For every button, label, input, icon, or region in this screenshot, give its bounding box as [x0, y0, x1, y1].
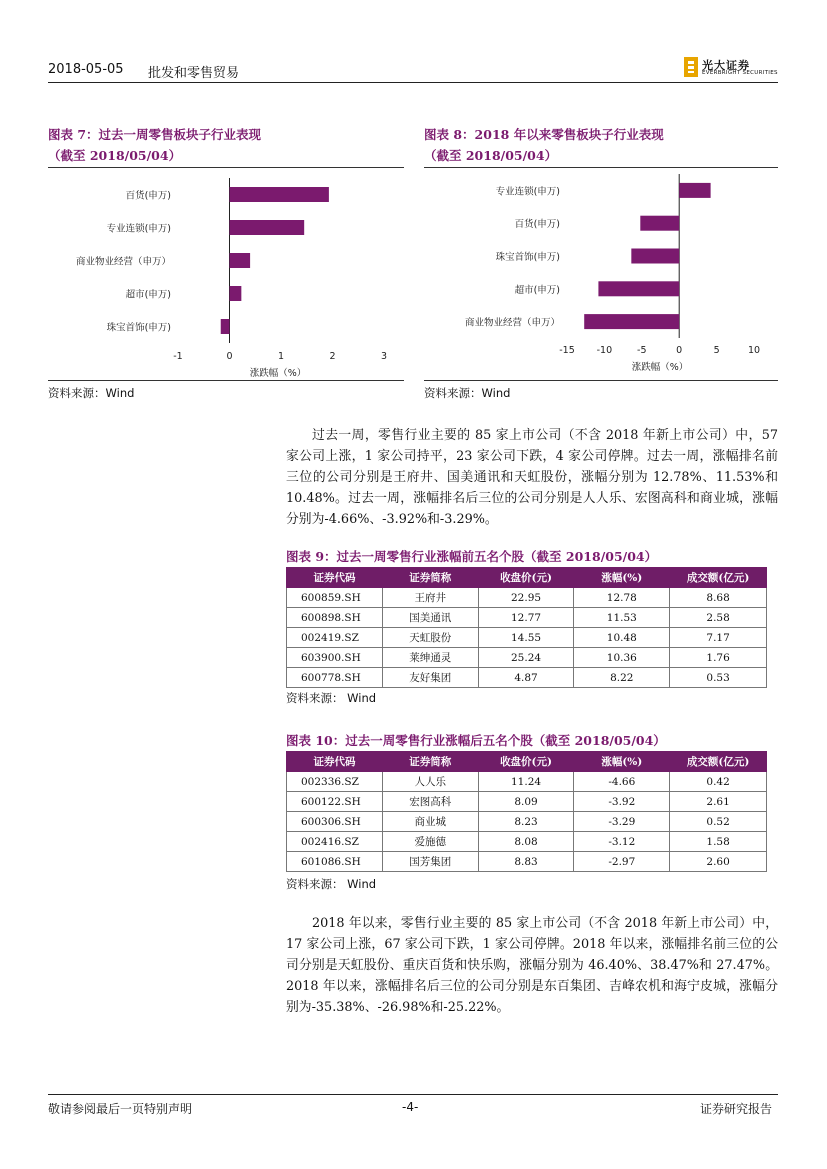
figure-7-title-line1: 图表 7：过去一周零售板块子行业表现	[48, 127, 262, 142]
table-row	[287, 648, 767, 668]
industry-title: 批发和零售贸易	[148, 66, 240, 81]
figure-8-title-line2: （截至 2018/05/04）	[424, 148, 558, 163]
table-cell: 600898.SH	[287, 608, 383, 628]
table-cell: 0.42	[670, 772, 767, 792]
table-cell: 600122.SH	[287, 792, 383, 812]
figure-7-title-line2: （截至 2018/05/04）	[48, 148, 182, 163]
x-tick-label: -1	[173, 351, 183, 362]
paragraph-text: 2018 年以来，零售行业主要的 85 家上市公司（不含 2018 年新上市公司）中，17 家公司上涨，67 家公司下跌，1 家公司停牌。2018 年以来，涨幅排名前三位的公司分别是天虹股份、重庆百货和快乐购，涨幅分别为 46.40%、38.47%和 27.47%。2018 年以来，涨幅排名后三位的公司分别是东百集团、吉峰农机和海宁皮城，涨幅分别为-35.38%、-26.98%和-25.22%。	[286, 916, 778, 1015]
table-cell: 8.23	[478, 812, 574, 832]
logo-text-cn: 光大证券	[702, 59, 750, 72]
table-cell: -4.66	[574, 772, 670, 792]
table-row	[287, 668, 767, 688]
figure-8-source: 资料来源：Wind	[424, 386, 511, 400]
table-cell: 国美通讯	[382, 608, 478, 628]
table-10-source: 资料来源： Wind	[286, 877, 377, 891]
bar	[679, 183, 710, 198]
table-cell: 11.53	[574, 608, 670, 628]
category-label: 超市(申万)	[125, 289, 171, 301]
x-tick-label: 5	[713, 345, 720, 356]
column-header: 证券简称	[382, 568, 478, 588]
table-cell: 1.76	[670, 648, 767, 668]
table-cell: 600859.SH	[287, 588, 383, 608]
table-cell: 天虹股份	[382, 628, 478, 648]
table-cell: 0.53	[670, 668, 767, 688]
x-tick-label: 1	[277, 351, 285, 362]
column-header: 证券代码	[287, 752, 383, 772]
table-cell: 8.08	[478, 832, 574, 852]
table-row	[287, 832, 767, 852]
footer-divider	[48, 1094, 778, 1095]
table-cell: 600778.SH	[287, 668, 383, 688]
column-header: 涨幅(%)	[574, 752, 670, 772]
table-cell: 601086.SH	[287, 852, 383, 872]
table-cell: 10.36	[574, 648, 670, 668]
table-cell: 8.68	[670, 588, 767, 608]
category-label: 超市(申万)	[514, 284, 560, 296]
bar	[584, 314, 679, 329]
table-cell: 爱施德	[382, 832, 478, 852]
table-cell: 2.60	[670, 852, 767, 872]
category-label: 珠宝首饰(申万)	[495, 252, 560, 263]
figure-8-bottom-rule	[424, 380, 778, 381]
weekly-summary-paragraph	[286, 425, 778, 530]
category-label: 专业连锁(申万)	[495, 186, 560, 198]
table-row	[287, 628, 767, 648]
column-header: 成交额(亿元)	[670, 568, 767, 588]
column-header: 收盘价(元)	[478, 752, 574, 772]
table-cell: 0.52	[670, 812, 767, 832]
table-cell: 002336.SZ	[287, 772, 383, 792]
x-tick-label: 0	[676, 345, 683, 356]
table-cell: 22.95	[478, 588, 574, 608]
everbright-logo-icon	[684, 57, 698, 77]
table-cell: -3.29	[574, 812, 670, 832]
bar	[230, 286, 242, 301]
table-row	[287, 772, 767, 792]
table-cell: -3.12	[574, 832, 670, 852]
table-cell: 莱绅通灵	[382, 648, 478, 668]
table-cell: 国芳集团	[382, 852, 478, 872]
table-cell: -2.97	[574, 852, 670, 872]
table-cell: 12.78	[574, 588, 670, 608]
table-cell: 宏图高科	[382, 792, 478, 812]
bar	[598, 281, 679, 296]
x-tick-label: -15	[559, 345, 575, 356]
table-cell: 1.58	[670, 832, 767, 852]
ytd-summary-paragraph	[286, 913, 778, 1018]
table-cell: 002419.SZ	[287, 628, 383, 648]
table-cell: 2.58	[670, 608, 767, 628]
category-label: 专业连锁(申万)	[106, 223, 171, 235]
category-label: 珠宝首饰(申万)	[106, 322, 171, 334]
table-cell: 商业城	[382, 812, 478, 832]
table-9-source: 资料来源： Wind	[286, 691, 377, 705]
x-tick-label: 2	[329, 351, 336, 362]
category-label: 百货(申万)	[514, 219, 560, 231]
figure-7-title	[48, 124, 261, 166]
table-cell: 603900.SH	[287, 648, 383, 668]
table-cell: 王府井	[382, 588, 478, 608]
table-cell: 8.22	[574, 668, 670, 688]
bar	[221, 319, 230, 334]
table-cell: 600306.SH	[287, 812, 383, 832]
bar	[230, 220, 305, 235]
table-cell: 2.61	[670, 792, 767, 812]
bar	[230, 253, 251, 268]
table-10-title: 图表 10：过去一周零售行业涨幅后五名个股（截至 2018/05/04）	[286, 733, 666, 748]
figure-7-source: 资料来源：Wind	[48, 386, 135, 400]
x-tick-label: 10	[747, 345, 761, 356]
table-row	[287, 812, 767, 832]
figure-7-chart	[48, 168, 404, 378]
table-9-title: 图表 9：过去一周零售行业涨幅前五名个股（截至 2018/05/04）	[286, 549, 658, 564]
category-label: 百货(申万)	[125, 190, 171, 202]
table-cell: 人人乐	[382, 772, 478, 792]
bar	[640, 216, 679, 231]
report-date: 2018-05-05	[48, 62, 124, 77]
column-header: 成交额(亿元)	[670, 752, 767, 772]
category-label: 商业物业经营（申万）	[464, 317, 560, 329]
x-axis-label: 涨跌幅（%）	[631, 362, 689, 373]
figure-7-bottom-rule	[48, 380, 404, 381]
bar	[631, 249, 679, 264]
table-row	[287, 588, 767, 608]
table-cell: -3.92	[574, 792, 670, 812]
column-header: 收盘价(元)	[478, 568, 574, 588]
top-gainers-table	[286, 567, 767, 688]
figure-8-title-line1: 图表 8：2018 年以来零售板块子行业表现	[424, 127, 664, 142]
paragraph-text: 过去一周，零售行业主要的 85 家上市公司（不含 2018 年新上市公司）中，57 家公司上涨，1 家公司持平，23 家公司下跌，4 家公司停牌。过去一周，涨幅排名前三位的公司分别是王府井、国美通讯和天虹股份，涨幅分别为 12.78%、11.53%和 10.48%。过去一周，涨幅排名后三位的公司分别是人人乐、宏图高科和商业城，涨幅分别为-4.66%、-3.92%和-3.29%。	[286, 428, 778, 527]
table-cell: 14.55	[478, 628, 574, 648]
table-row	[287, 792, 767, 812]
table-cell: 7.17	[670, 628, 767, 648]
table-cell: 11.24	[478, 772, 574, 792]
footer-disclaimer: 敬请参阅最后一页特别声明	[48, 1102, 193, 1116]
top-losers-table	[286, 751, 767, 872]
column-header: 证券简称	[382, 752, 478, 772]
bar	[230, 187, 329, 202]
page-number: -4-	[402, 1100, 419, 1114]
x-tick-label: 3	[380, 351, 388, 362]
table-cell: 8.83	[478, 852, 574, 872]
column-header: 涨幅(%)	[574, 568, 670, 588]
table-cell: 25.24	[478, 648, 574, 668]
x-tick-label: -5	[637, 345, 647, 356]
x-axis-label: 涨跌幅（%）	[249, 368, 307, 378]
footer-report-type: 证券研究报告	[700, 1102, 773, 1116]
table-row	[287, 608, 767, 628]
table-cell: 10.48	[574, 628, 670, 648]
x-tick-label: -10	[596, 345, 613, 356]
header-divider	[48, 82, 778, 83]
table-cell: 友好集团	[382, 668, 478, 688]
table-cell: 12.77	[478, 608, 574, 628]
logo-text-en: EVERBRIGHT SECURITIES	[702, 70, 778, 76]
table-row	[287, 852, 767, 872]
figure-8-chart	[424, 168, 778, 378]
x-tick-label: 0	[226, 351, 233, 362]
column-header: 证券代码	[287, 568, 383, 588]
table-header-row	[287, 568, 767, 588]
table-cell: 002416.SZ	[287, 832, 383, 852]
table-header-row	[287, 752, 767, 772]
figure-8-title	[424, 124, 664, 166]
category-label: 商业物业经营（申万）	[75, 256, 171, 268]
table-cell: 4.87	[478, 668, 574, 688]
table-cell: 8.09	[478, 792, 574, 812]
